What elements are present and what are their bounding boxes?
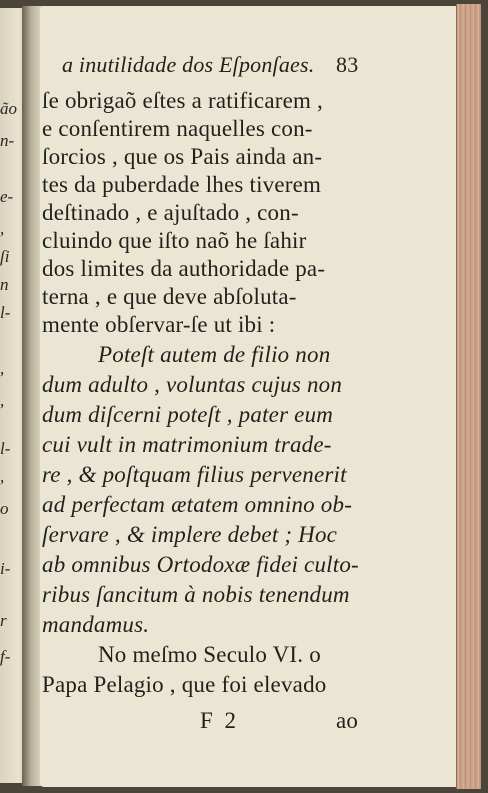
quote-line: ab omnibus Ortodoxæ fidei culto- [42, 552, 359, 577]
body-line: ſe obrigaõ eſtes a ratificarem , [42, 88, 323, 113]
body-line: deſtinado , e ajuſtado , con- [42, 200, 299, 225]
margin-fragment: n- [0, 131, 15, 150]
body-line: e conſentirem naquelles con- [42, 116, 313, 141]
margin-fragment: e- [0, 187, 14, 206]
quote-line: dum adulto , voluntas cujus non [42, 372, 343, 397]
margin-fragment: f- [0, 647, 11, 666]
signature-mark: F 2 [200, 708, 240, 733]
margin-fragment: ão [0, 99, 17, 118]
body-line: mente obſervar-ſe ut ibi : [42, 312, 276, 337]
body-line: ſorcios , que os Pais ainda an- [42, 144, 323, 169]
running-title: a inutilidade dos Eſponſaes. [62, 52, 315, 77]
body-line: tes da puberdade lhes tiverem [42, 172, 322, 197]
margin-fragment: r [0, 611, 7, 630]
quote-line: ad perfectam ætatem omnino ob- [42, 492, 353, 517]
margin-fragment: o [0, 499, 9, 518]
quote-line: cui vult in matrimonium trade- [42, 432, 332, 457]
body-line: dos limites da authoridade pa- [42, 256, 326, 281]
quote-line: Poteſt autem de filio non [98, 342, 331, 367]
body-line: terna , e que deve abſoluta- [42, 284, 297, 309]
quote-line: re , & poſtquam filius pervenerit [42, 462, 347, 487]
body-line: cluindo que iſto naõ he ſahir [42, 228, 307, 253]
margin-fragment: l- [0, 303, 11, 322]
margin-fragment: n [0, 275, 9, 294]
margin-fragment: , [0, 219, 5, 238]
page-number: 83 [336, 52, 359, 77]
margin-fragment: , [0, 359, 5, 378]
body-line: No meſmo Seculo VI. o [98, 642, 321, 667]
quote-line: ſervare , & implere debet ; Hoc [42, 522, 338, 547]
quote-line: ribus ſancitum à nobis tenendum [42, 582, 350, 607]
margin-fragment: ſi [0, 247, 10, 266]
margin-fragment: , [0, 391, 5, 410]
page-edges [456, 4, 481, 789]
margin-fragment: l- [0, 439, 11, 458]
catchword: ao [336, 708, 359, 733]
margin-fragment: , [0, 467, 5, 486]
body-line: Papa Pelagio , que foi elevado [42, 672, 327, 697]
margin-fragment: i- [0, 559, 11, 578]
quote-line: mandamus. [42, 612, 150, 637]
quote-line: dum diſcerni poteſt , pater eum [42, 402, 334, 427]
